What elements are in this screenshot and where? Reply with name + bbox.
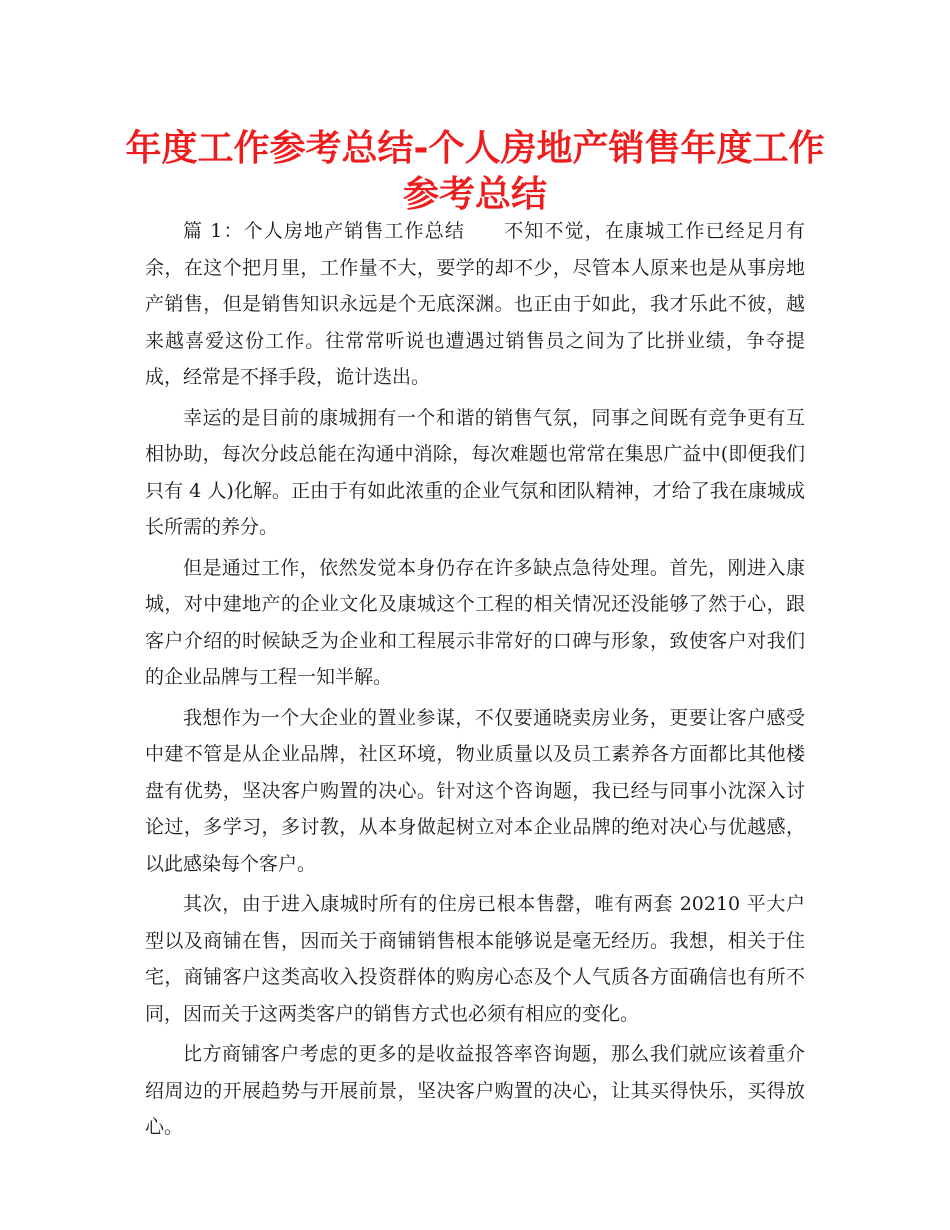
intro-text: 不知不觉，在康城工作已经足月有余，在这个把月里，工作量不大，要学的却不少，尽管本人原来也是从事房地产销售，但是销售知识永远是个无底深渊。也正由于如此，我才乐此不彼，越来越喜爱这份工作。往常常听说也遭遇过销售员之间为了比拼业绩，争夺提成，经常是不择手段，诡计迭出。 [145,220,805,388]
paragraph: 幸运的是目前的康城拥有一个和谐的销售气氛，同事之间既有竞争更有互相协助，每次分歧总能在沟通中消除，每次难题也常常在集思广益中(即便我们只有 4 人)化解。正由于有如此浓重的企业气氛和团队精神，才给了我在康城成长所需的养分。 [145,406,805,538]
paragraph: 但是通过工作，依然发觉本身仍存在许多缺点急待处理。首先，刚进入康城，对中建地产的企业文化及康城这个工程的相关情况还没能够了然于心，跟客户介绍的时候缺乏为企业和工程展示非常好的口碑与形象，致使客户对我们的企业品牌与工程一知半解。 [145,556,805,688]
intro-paragraph [145,213,805,396]
paragraph: 其次，由于进入康城时所有的住房已根本售罄，唯有两套 20210 平大户型以及商铺在售，因而关于商铺销售根本能够说是毫无经历。我想，相关于住宅，商铺客户这类高收入投资群体的购房心态及个人气质各方面确信也有所不同，因而关于这两类客户的销售方式也必须有相应的变化。 [145,893,805,1025]
paragraph: 我想作为一个大企业的置业参谋，不仅要通晓卖房业务，更要让客户感受中建不管是从企业品牌，社区环境，物业质量以及员工素养各方面都比其他楼盘有优势，坚决客户购置的决心。针对这个咨询题，我已经与同事小沈深入讨论过，多学习，多讨教，从本身做起树立对本企业品牌的绝对决心与优越感，以此感染每个客户。 [145,706,805,875]
document-title: 年度工作参考总结-个人房地产销售年度工作参考总结 [125,128,825,215]
paragraph: 比方商铺客户考虑的更多的是收益报答率咨询题，那么我们就应该着重介绍周边的开展趋势与开展前景，坚决客户购置的决心，让其买得快乐，买得放心。 [145,1043,805,1138]
document-body [145,213,805,1150]
section-heading: 篇 1：个人房地产销售工作总结 [183,220,466,242]
